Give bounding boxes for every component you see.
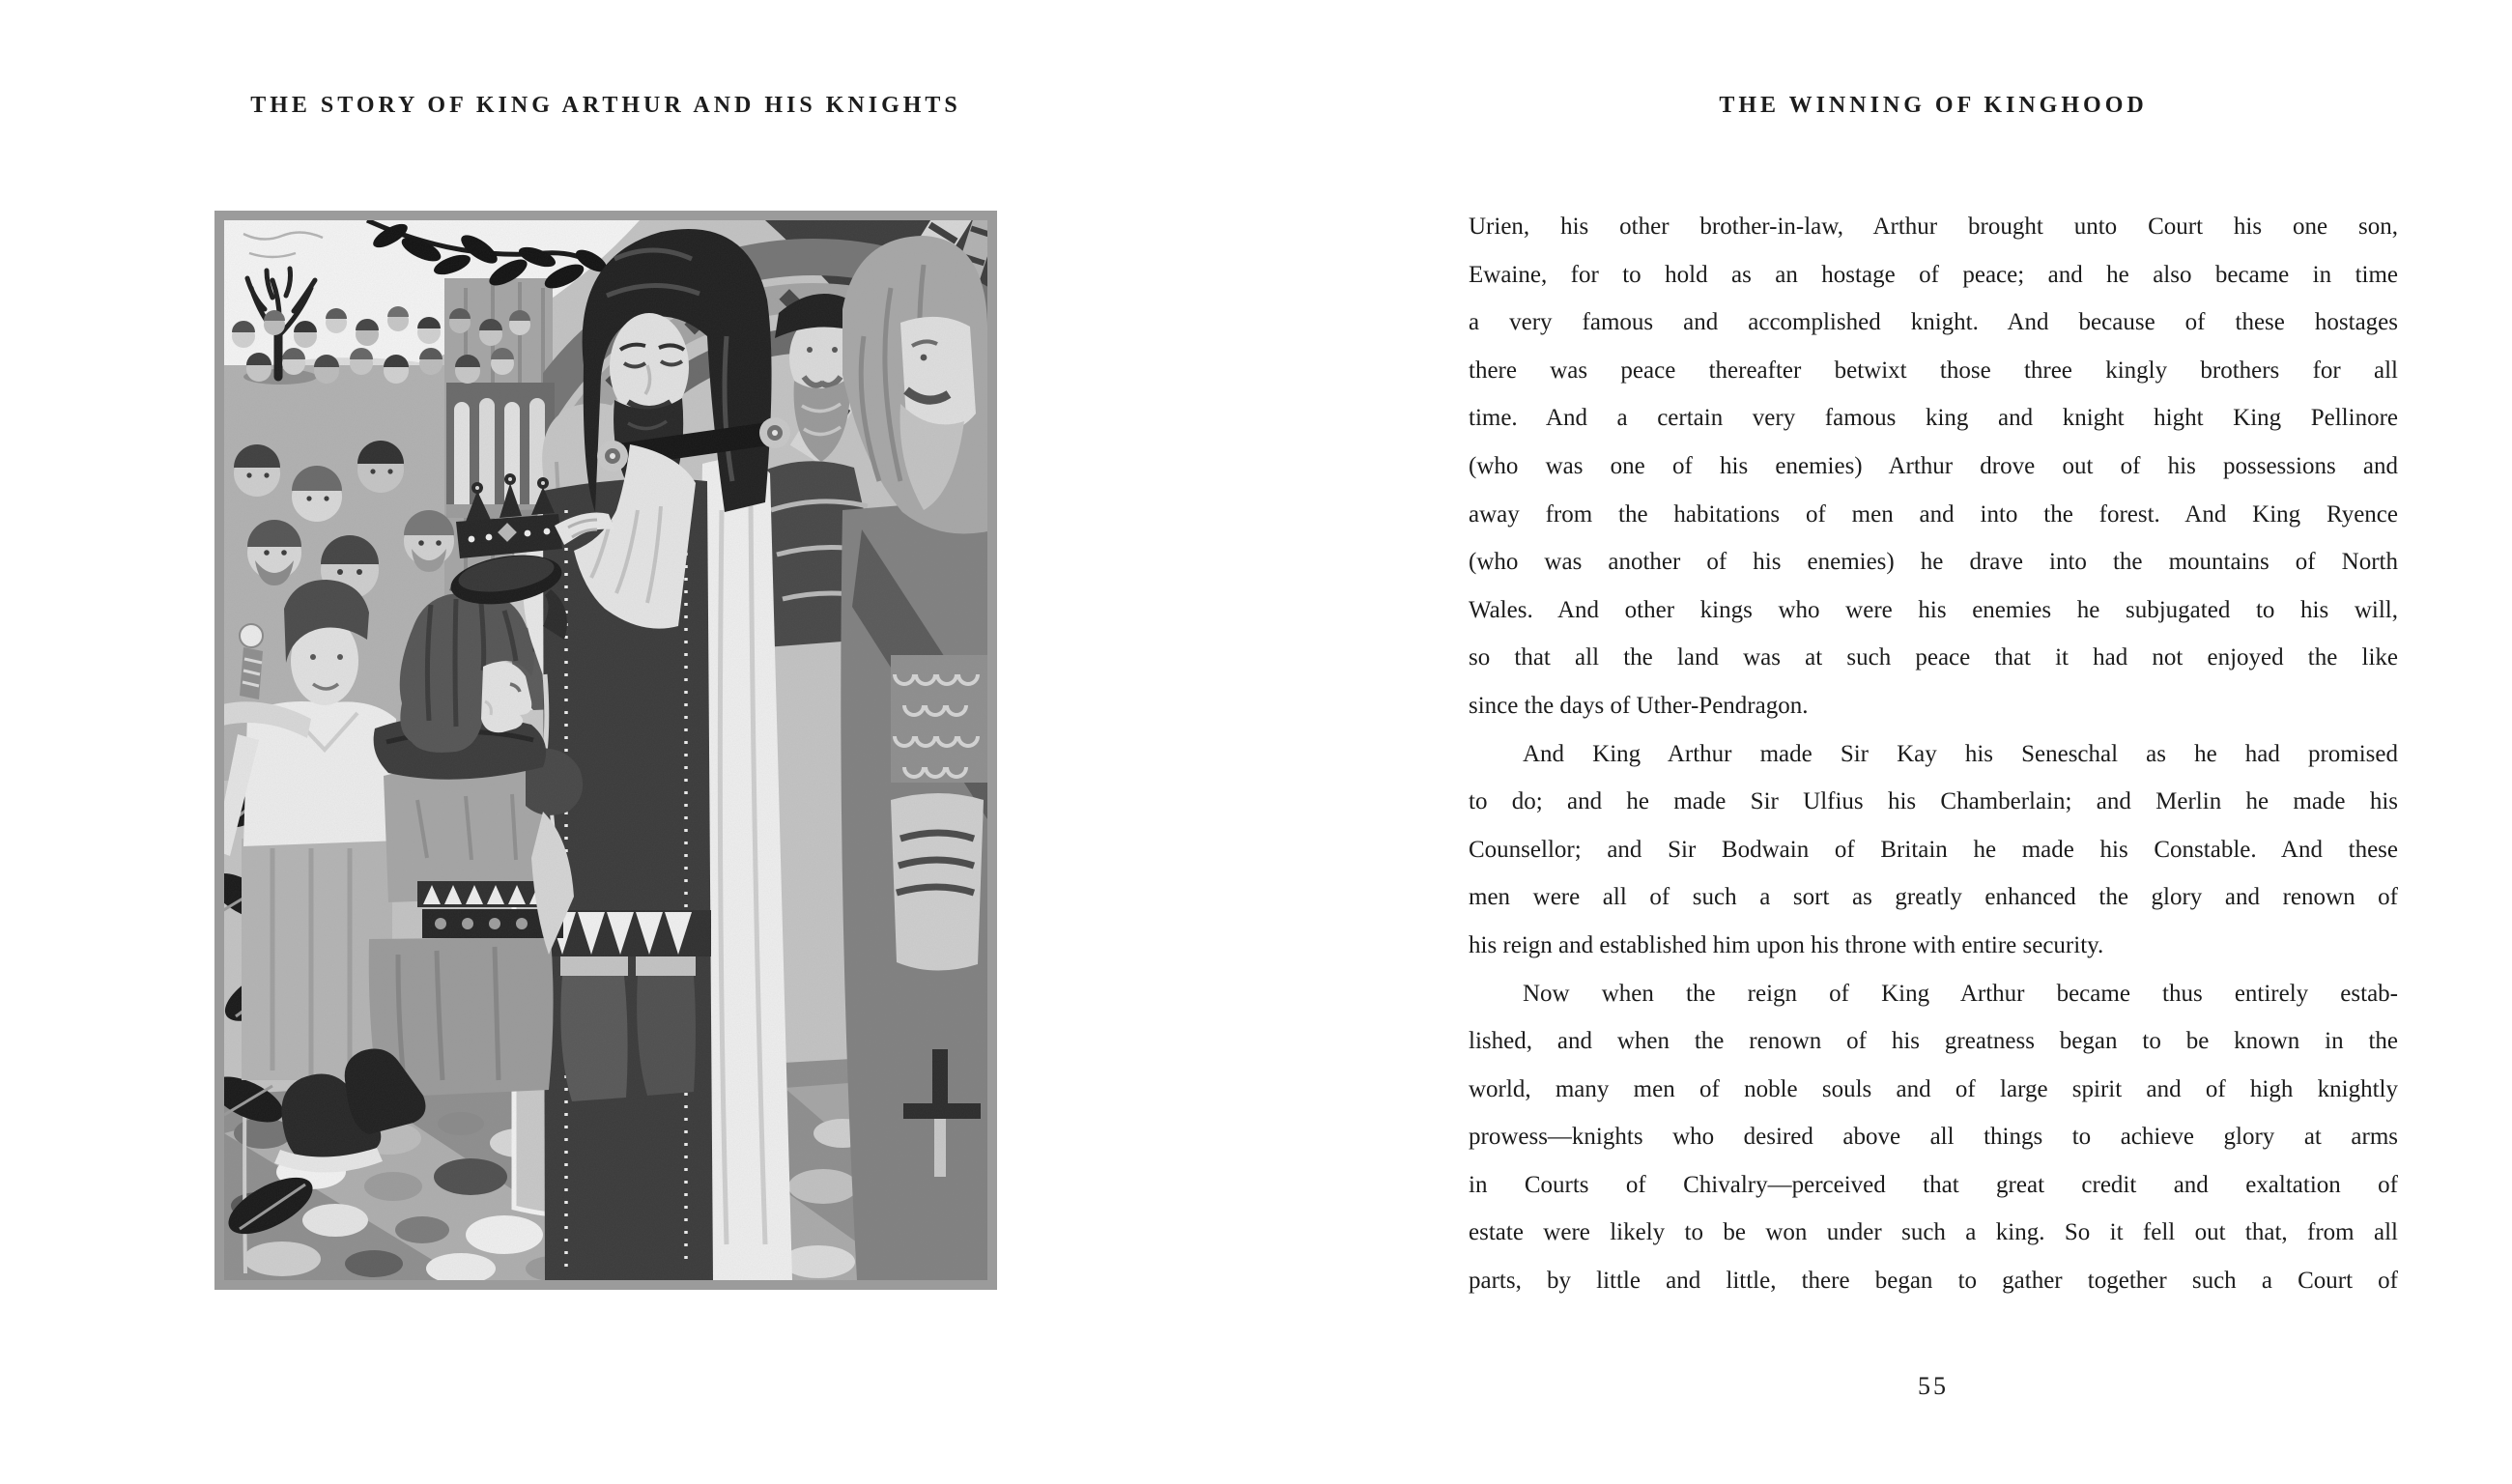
- text-line: Ewaine, for to hold as an hostage of peace; and he also became in time: [1469, 261, 2398, 288]
- text-line: lished, and when the renown of his greatness began to be known in the: [1469, 1028, 2398, 1055]
- text-line: to do; and he made Sir Ulfius his Chamberlain; and Merlin he made his: [1469, 788, 2398, 815]
- text-line: parts, by little and little, there began to gather together such a Court of: [1469, 1268, 2398, 1295]
- coronation-illustration: [224, 220, 987, 1280]
- page-number: 55: [1918, 1372, 1949, 1400]
- text-line: since the days of Uther-Pendragon.: [1469, 692, 1809, 719]
- text-line: there was peace thereafter betwixt those three kingly brothers for all: [1469, 357, 2398, 384]
- running-head-left: THE STORY OF KING ARTHUR AND HIS KNIGHTS: [250, 93, 961, 118]
- text-column: [1469, 203, 2398, 1305]
- running-head-right: THE WINNING OF KINGHOOD: [1719, 93, 2148, 118]
- text-line: in Courts of Chivalry—perceived that great credit and exaltation of: [1469, 1171, 2398, 1198]
- text-line: Counsellor; and Sir Bodwain of Britain he made his Constable. And these: [1469, 836, 2398, 863]
- coronation-illustration-frame: [214, 211, 997, 1290]
- text-line: away from the habitations of men and into the forest. And King Ryence: [1469, 500, 2398, 528]
- text-line: time. And a certain very famous king and knight hight King Pellinore: [1469, 405, 2398, 432]
- text-line: prowess—knights who desired above all things to achieve glory at arms: [1469, 1124, 2398, 1151]
- text-line: (who was one of his enemies) Arthur drove out of his possessions and: [1469, 452, 2398, 479]
- text-line: so that all the land was at such peace that it had not enjoyed the like: [1469, 644, 2398, 671]
- text-line: Urien, his other brother-in-law, Arthur brought unto Court his one son,: [1469, 214, 2398, 240]
- text-line: (who was another of his enemies) he drave into the mountains of North: [1469, 549, 2398, 576]
- text-line: a very famous and accomplished knight. And because of these hostages: [1469, 309, 2398, 336]
- text-line: estate were likely to be won under such a king. So it fell out that, from all: [1469, 1219, 2398, 1246]
- text-line: Now when the reign of King Arthur became thus entirely estab-: [1523, 980, 2398, 1007]
- text-line: Wales. And other kings who were his enemies he subjugated to his will,: [1469, 596, 2398, 623]
- text-line: And King Arthur made Sir Kay his Seneschal as he had promised: [1523, 740, 2398, 767]
- text-line: men were all of such a sort as greatly enhanced the glory and renown of: [1469, 884, 2398, 911]
- grain-texture: [224, 220, 987, 1280]
- text-line: his reign and established him upon his throne with entire security.: [1469, 931, 2104, 958]
- text-line: world, many men of noble souls and of large spirit and of high knightly: [1469, 1075, 2398, 1102]
